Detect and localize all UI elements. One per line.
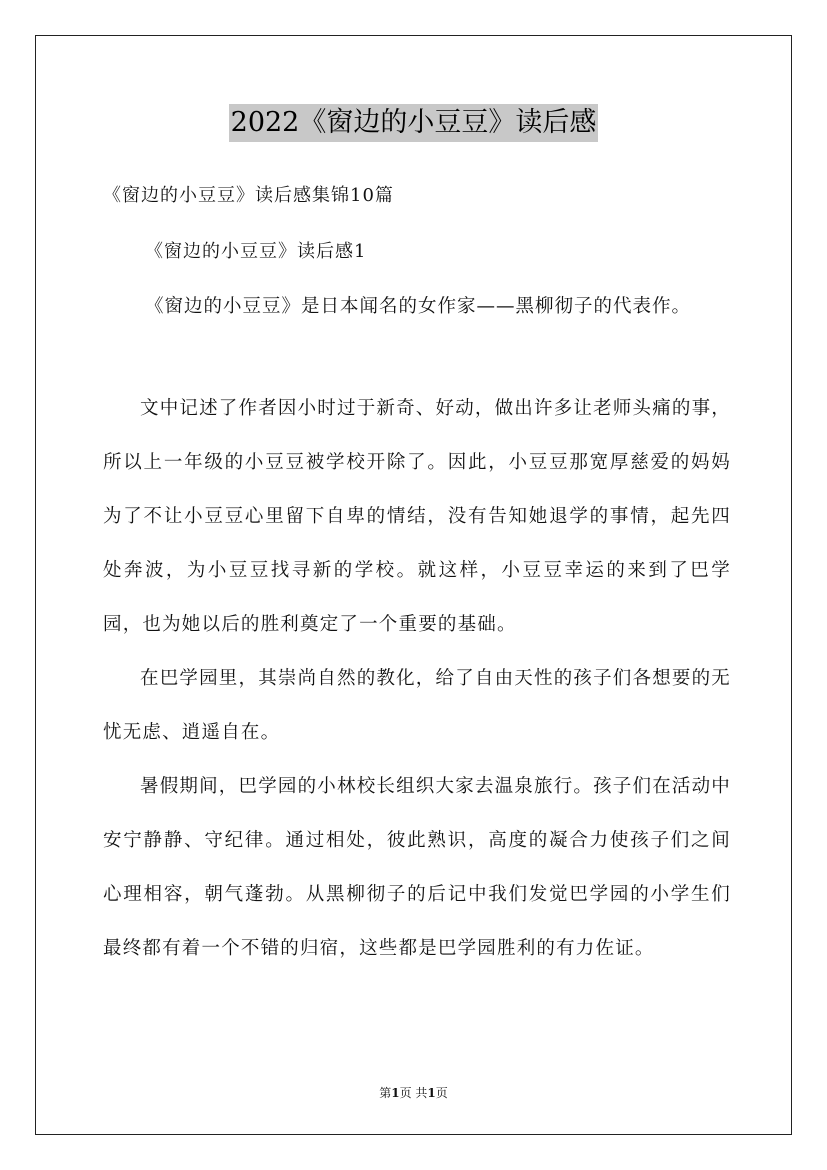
title-container [0, 104, 827, 142]
body-paragraph-3: 暑假期间，巴学园的小林校长组织大家去温泉旅行。孩子们在活动中安宁静静、守纪律。通过相处，彼此熟识，高度的凝合力使孩子们之间心理相容，朝气蓬勃。从黑柳彻子的后记中我们发觉巴学园的小学生们最终都有着一个不错的归宿，这些都是巴学园胜利的有力佐证。 [103, 776, 732, 959]
section-heading: 《窗边的小豆豆》读后感1 [145, 241, 367, 262]
body-paragraph-1: 文中记述了作者因小时过于新奇、好动，做出许多让老师头痛的事，所以上一年级的小豆豆被学校开除了。因此，小豆豆那宽厚慈爱的妈妈为了不让小豆豆心里留下自卑的情结，没有告知她退学的事情，起先四处奔波，为小豆豆找寻新的学校。就这样，小豆豆幸运的来到了巴学园，也为她以后的胜利奠定了一个重要的基础。 [103, 398, 732, 635]
document-title: 2022《窗边的小豆豆》读后感 [229, 104, 599, 142]
body-paragraph-2: 在巴学园里，其崇尚自然的教化，给了自由天性的孩子们各想要的无忧无虑、逍遥自在。 [103, 668, 732, 743]
footer-page-current: 1 [391, 1086, 400, 1100]
footer-prefix: 第 [379, 1086, 392, 1100]
footer-suffix: 页 [435, 1086, 448, 1100]
footer-mid: 页 共 [399, 1086, 428, 1100]
intro-paragraph: 《窗边的小豆豆》是日本闻名的女作家——黑柳彻子的代表作。 [145, 296, 692, 317]
footer-page-total: 1 [427, 1086, 436, 1100]
document-subtitle: 《窗边的小豆豆》读后感集锦10篇 [103, 185, 394, 206]
page-footer [0, 1084, 827, 1101]
